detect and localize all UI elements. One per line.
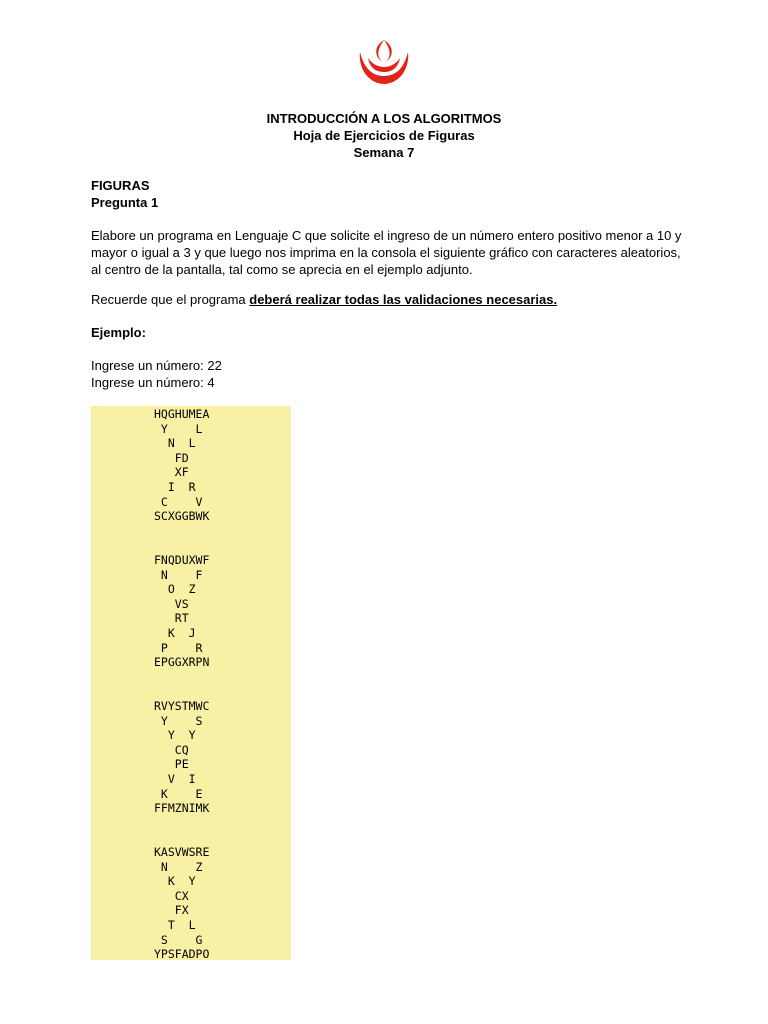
example-inputs bbox=[91, 357, 691, 391]
example-label: Ejemplo: bbox=[91, 325, 146, 340]
document-header bbox=[0, 110, 768, 161]
figure-3: RVYSTMWC Y S Y Y CQ PE V I K E FFMZNIMK bbox=[154, 699, 210, 816]
figure-2: FNQDUXWF N F O Z VS RT K J P R EPGGXRPN bbox=[154, 553, 210, 670]
input-line-2: Ingrese un número: 4 bbox=[91, 375, 215, 390]
validation-note bbox=[91, 291, 691, 308]
problem-statement bbox=[91, 227, 691, 278]
sheet-title: Hoja de Ejercicios de Figuras bbox=[293, 128, 475, 143]
statement-line-3: al centro de la pantalla, tal como se aprecia en el ejemplo adjunto. bbox=[91, 262, 473, 277]
section-title: FIGURAS bbox=[91, 178, 150, 193]
figure-1: HQGHUMEA Y L N L FD XF I R C V SCXGGBWK bbox=[154, 407, 210, 524]
course-title: INTRODUCCIÓN A LOS ALGORITMOS bbox=[266, 111, 502, 126]
validation-emphasis: deberá realizar todas las validaciones necesarias. bbox=[249, 292, 558, 307]
question-label: Pregunta 1 bbox=[91, 195, 159, 210]
validation-prefix: Recuerde que el programa bbox=[91, 292, 250, 307]
console-output bbox=[91, 406, 291, 960]
input-line-1: Ingrese un número: 22 bbox=[91, 358, 222, 373]
section-heading bbox=[91, 177, 691, 211]
upc-flame-logo-icon bbox=[356, 38, 412, 86]
statement-line-1: Elabore un programa en Lenguaje C que solicite el ingreso de un número entero positivo menor a 10 y bbox=[91, 228, 682, 243]
week-label: Semana 7 bbox=[353, 145, 415, 160]
figure-4: KASVWSRE N Z K Y CX FX T L S G YPSFADPO bbox=[154, 845, 210, 962]
statement-line-2: mayor o igual a 3 y que luego nos imprima en la consola el siguiente gráfico con caracteres aleatorios, bbox=[91, 245, 681, 260]
